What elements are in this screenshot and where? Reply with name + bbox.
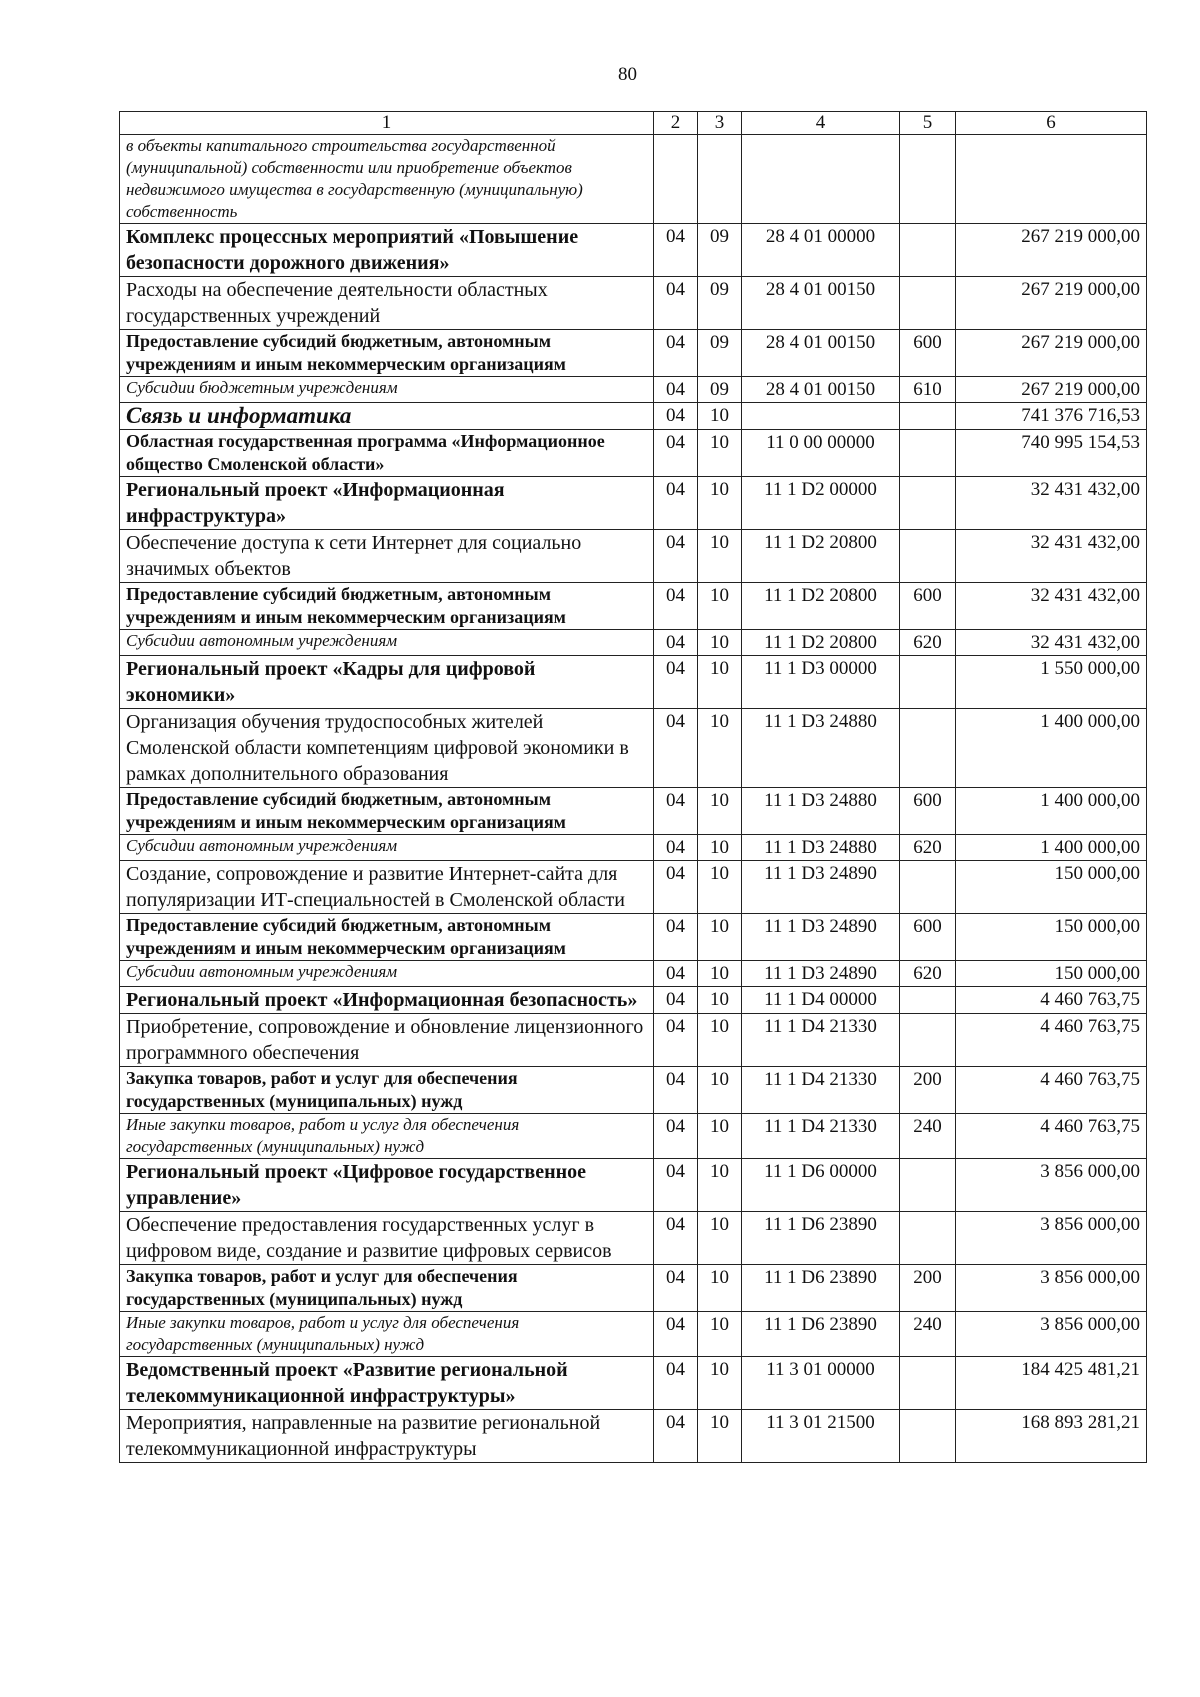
table-row [120,477,1147,530]
row-expense-type: 600 [900,583,956,630]
row-amount: 3 856 000,00 [956,1265,1147,1312]
row-amount: 4 460 763,75 [956,1067,1147,1114]
table-row [120,835,1147,861]
table-row [120,1265,1147,1312]
row-section-code: 04 [654,1212,698,1265]
row-name: Расходы на обеспечение деятельности областных государственных учреждений [120,277,654,330]
row-section-code: 04 [654,1312,698,1357]
row-name: Закупка товаров, работ и услуг для обеспечения государственных (муниципальных) нужд [120,1265,654,1312]
row-subsection-code: 10 [698,1067,742,1114]
row-expense-type [900,1410,956,1463]
table-row [120,330,1147,377]
row-target-code: 11 1 D3 00000 [742,656,900,709]
table-row [120,224,1147,277]
row-target-code: 11 1 D4 21330 [742,1067,900,1114]
row-subsection-code: 10 [698,961,742,987]
row-target-code: 11 1 D3 24880 [742,709,900,788]
row-name: Иные закупки товаров, работ и услуг для обеспечения государственных (муниципальных) нужд [120,1312,654,1357]
row-section-code: 04 [654,477,698,530]
row-subsection-code: 09 [698,330,742,377]
row-target-code: 11 0 00 00000 [742,430,900,477]
row-target-code: 11 1 D3 24890 [742,861,900,914]
row-name: Организация обучения трудоспособных жителей Смоленской области компетенциям цифровой экономики в рамках дополнительного образования [120,709,654,788]
row-subsection-code: 10 [698,987,742,1014]
row-name: Приобретение, сопровождение и обновление лицензионного программного обеспечения [120,1014,654,1067]
table-row [120,377,1147,403]
row-name: Областная государственная программа «Информационное общество Смоленской области» [120,430,654,477]
row-section-code: 04 [654,1067,698,1114]
row-amount: 1 550 000,00 [956,656,1147,709]
row-expense-type [900,403,956,430]
row-name: Иные закупки товаров, работ и услуг для обеспечения государственных (муниципальных) нужд [120,1114,654,1159]
row-subsection-code: 10 [698,403,742,430]
header-row [120,112,1147,135]
row-expense-type [900,1212,956,1265]
table-row [120,630,1147,656]
row-section-code: 04 [654,961,698,987]
row-section-code: 04 [654,1114,698,1159]
row-expense-type [900,1357,956,1410]
row-expense-type [900,1159,956,1212]
row-target-code: 11 1 D3 24890 [742,914,900,961]
row-expense-type: 240 [900,1312,956,1357]
page-number: 80 [618,64,637,85]
row-amount: 741 376 716,53 [956,403,1147,430]
row-expense-type: 600 [900,914,956,961]
row-expense-type: 610 [900,377,956,403]
row-name: Региональный проект «Информационная безопасность» [120,987,654,1014]
table-row [120,788,1147,835]
row-name: Субсидии бюджетным учреждениям [120,377,654,403]
row-expense-type [900,656,956,709]
row-amount: 32 431 432,00 [956,530,1147,583]
row-expense-type [900,277,956,330]
row-name: Обеспечение предоставления государственных услуг в цифровом виде, создание и развитие цифровых сервисов [120,1212,654,1265]
row-subsection-code: 10 [698,709,742,788]
row-expense-type [900,861,956,914]
table-row [120,1312,1147,1357]
table-row [120,1067,1147,1114]
row-section-code: 04 [654,583,698,630]
row-target-code: 11 1 D2 20800 [742,630,900,656]
row-target-code: 11 3 01 00000 [742,1357,900,1410]
row-section-code: 04 [654,1014,698,1067]
budget-table [119,111,1147,1463]
row-expense-type: 620 [900,630,956,656]
row-subsection-code: 10 [698,477,742,530]
row-target-code: 11 1 D4 21330 [742,1114,900,1159]
row-target-code [742,135,900,224]
row-name: в объекты капитального строительства государственной (муниципальной) собственности или приобретение объектов недвижимого имущества в государственную (муниципальную) собственность [120,135,654,224]
row-subsection-code: 10 [698,788,742,835]
row-subsection-code: 10 [698,583,742,630]
table-row [120,1114,1147,1159]
row-target-code: 11 1 D6 23890 [742,1212,900,1265]
row-target-code: 28 4 01 00150 [742,330,900,377]
row-name: Ведомственный проект «Развитие региональной телекоммуникационной инфраструктуры» [120,1357,654,1410]
row-section-code: 04 [654,987,698,1014]
row-name: Субсидии автономным учреждениям [120,835,654,861]
row-section-code: 04 [654,914,698,961]
row-amount: 3 856 000,00 [956,1212,1147,1265]
row-subsection-code: 10 [698,1357,742,1410]
row-target-code: 28 4 01 00150 [742,377,900,403]
row-subsection-code: 10 [698,914,742,961]
row-target-code: 11 1 D3 24880 [742,788,900,835]
row-subsection-code: 10 [698,1410,742,1463]
row-name: Предоставление субсидий бюджетным, автономным учреждениям и иным некоммерческим организациям [120,914,654,961]
row-expense-type [900,430,956,477]
row-target-code: 11 1 D2 20800 [742,583,900,630]
row-amount: 1 400 000,00 [956,709,1147,788]
table-row [120,987,1147,1014]
table-body [120,135,1147,1463]
row-amount: 740 995 154,53 [956,430,1147,477]
row-expense-type: 600 [900,330,956,377]
row-subsection-code: 10 [698,1014,742,1067]
row-section-code: 04 [654,630,698,656]
row-amount: 184 425 481,21 [956,1357,1147,1410]
row-target-code: 11 1 D4 00000 [742,987,900,1014]
row-amount: 4 460 763,75 [956,987,1147,1014]
row-expense-type: 620 [900,835,956,861]
header-col-3: 3 [698,112,742,135]
row-target-code: 11 1 D2 00000 [742,477,900,530]
header-col-4: 4 [742,112,900,135]
table-row [120,430,1147,477]
row-subsection-code: 10 [698,1159,742,1212]
row-name: Предоставление субсидий бюджетным, автономным учреждениям и иным некоммерческим организациям [120,788,654,835]
header-col-6: 6 [956,112,1147,135]
table-row [120,277,1147,330]
row-section-code: 04 [654,656,698,709]
row-amount: 4 460 763,75 [956,1014,1147,1067]
row-name: Субсидии автономным учреждениям [120,961,654,987]
row-expense-type: 240 [900,1114,956,1159]
row-subsection-code: 10 [698,430,742,477]
row-subsection-code: 10 [698,835,742,861]
row-expense-type [900,135,956,224]
row-amount: 150 000,00 [956,861,1147,914]
row-section-code: 04 [654,1410,698,1463]
table-row [120,861,1147,914]
row-target-code: 11 1 D3 24880 [742,835,900,861]
row-amount: 4 460 763,75 [956,1114,1147,1159]
row-expense-type [900,224,956,277]
row-target-code: 11 3 01 21500 [742,1410,900,1463]
row-target-code: 11 1 D3 24890 [742,961,900,987]
row-amount: 32 431 432,00 [956,583,1147,630]
table-row [120,583,1147,630]
row-name: Субсидии автономным учреждениям [120,630,654,656]
header-col-2: 2 [654,112,698,135]
table-row [120,530,1147,583]
row-section-code: 04 [654,330,698,377]
row-name: Обеспечение доступа к сети Интернет для социально значимых объектов [120,530,654,583]
row-amount: 150 000,00 [956,961,1147,987]
table-row [120,135,1147,224]
row-expense-type: 200 [900,1067,956,1114]
row-subsection-code: 10 [698,530,742,583]
row-expense-type: 600 [900,788,956,835]
row-amount: 32 431 432,00 [956,477,1147,530]
row-expense-type: 200 [900,1265,956,1312]
row-amount: 267 219 000,00 [956,330,1147,377]
row-amount: 1 400 000,00 [956,835,1147,861]
row-section-code [654,135,698,224]
row-target-code: 11 1 D4 21330 [742,1014,900,1067]
table-row [120,961,1147,987]
header-col-5: 5 [900,112,956,135]
row-section-code: 04 [654,788,698,835]
row-amount: 267 219 000,00 [956,377,1147,403]
row-subsection-code: 10 [698,1265,742,1312]
row-amount [956,135,1147,224]
row-name: Мероприятия, направленные на развитие региональной телекоммуникационной инфраструктуры [120,1410,654,1463]
row-subsection-code: 09 [698,224,742,277]
row-target-code [742,403,900,430]
row-name: Закупка товаров, работ и услуг для обеспечения государственных (муниципальных) нужд [120,1067,654,1114]
table-row [120,403,1147,430]
row-expense-type [900,477,956,530]
table-row [120,1014,1147,1067]
header-col-1: 1 [120,112,654,135]
row-amount: 32 431 432,00 [956,630,1147,656]
row-section-code: 04 [654,861,698,914]
row-expense-type [900,530,956,583]
row-section-code: 04 [654,1159,698,1212]
row-amount: 3 856 000,00 [956,1159,1147,1212]
row-expense-type [900,1014,956,1067]
row-section-code: 04 [654,1357,698,1410]
row-amount: 168 893 281,21 [956,1410,1147,1463]
row-name: Связь и информатика [120,403,654,430]
row-target-code: 11 1 D6 23890 [742,1312,900,1357]
row-amount: 267 219 000,00 [956,277,1147,330]
row-section-code: 04 [654,377,698,403]
row-target-code: 11 1 D2 20800 [742,530,900,583]
row-section-code: 04 [654,277,698,330]
row-target-code: 11 1 D6 00000 [742,1159,900,1212]
row-section-code: 04 [654,224,698,277]
row-subsection-code: 10 [698,1114,742,1159]
row-section-code: 04 [654,1265,698,1312]
row-expense-type [900,987,956,1014]
row-name: Предоставление субсидий бюджетным, автономным учреждениям и иным некоммерческим организациям [120,330,654,377]
row-amount: 150 000,00 [956,914,1147,961]
row-subsection-code [698,135,742,224]
row-section-code: 04 [654,530,698,583]
row-target-code: 28 4 01 00150 [742,277,900,330]
row-target-code: 28 4 01 00000 [742,224,900,277]
table-row [120,914,1147,961]
row-subsection-code: 10 [698,861,742,914]
table-row [120,656,1147,709]
table-row [120,1410,1147,1463]
row-subsection-code: 09 [698,277,742,330]
row-name: Создание, сопровождение и развитие Интернет-сайта для популяризации ИТ-специальностей в Смоленской области [120,861,654,914]
row-subsection-code: 10 [698,1312,742,1357]
row-subsection-code: 10 [698,630,742,656]
table-row [120,709,1147,788]
row-name: Региональный проект «Цифровое государственное управление» [120,1159,654,1212]
row-expense-type [900,709,956,788]
row-section-code: 04 [654,835,698,861]
row-subsection-code: 10 [698,656,742,709]
row-expense-type: 620 [900,961,956,987]
row-amount: 1 400 000,00 [956,788,1147,835]
row-subsection-code: 09 [698,377,742,403]
table-row [120,1159,1147,1212]
row-amount: 267 219 000,00 [956,224,1147,277]
table-row [120,1357,1147,1410]
row-target-code: 11 1 D6 23890 [742,1265,900,1312]
row-amount: 3 856 000,00 [956,1312,1147,1357]
row-name: Комплекс процессных мероприятий «Повышение безопасности дорожного движения» [120,224,654,277]
row-subsection-code: 10 [698,1212,742,1265]
table-row [120,1212,1147,1265]
row-section-code: 04 [654,430,698,477]
row-name: Региональный проект «Информационная инфраструктура» [120,477,654,530]
row-section-code: 04 [654,709,698,788]
row-name: Региональный проект «Кадры для цифровой экономики» [120,656,654,709]
row-section-code: 04 [654,403,698,430]
row-name: Предоставление субсидий бюджетным, автономным учреждениям и иным некоммерческим организациям [120,583,654,630]
